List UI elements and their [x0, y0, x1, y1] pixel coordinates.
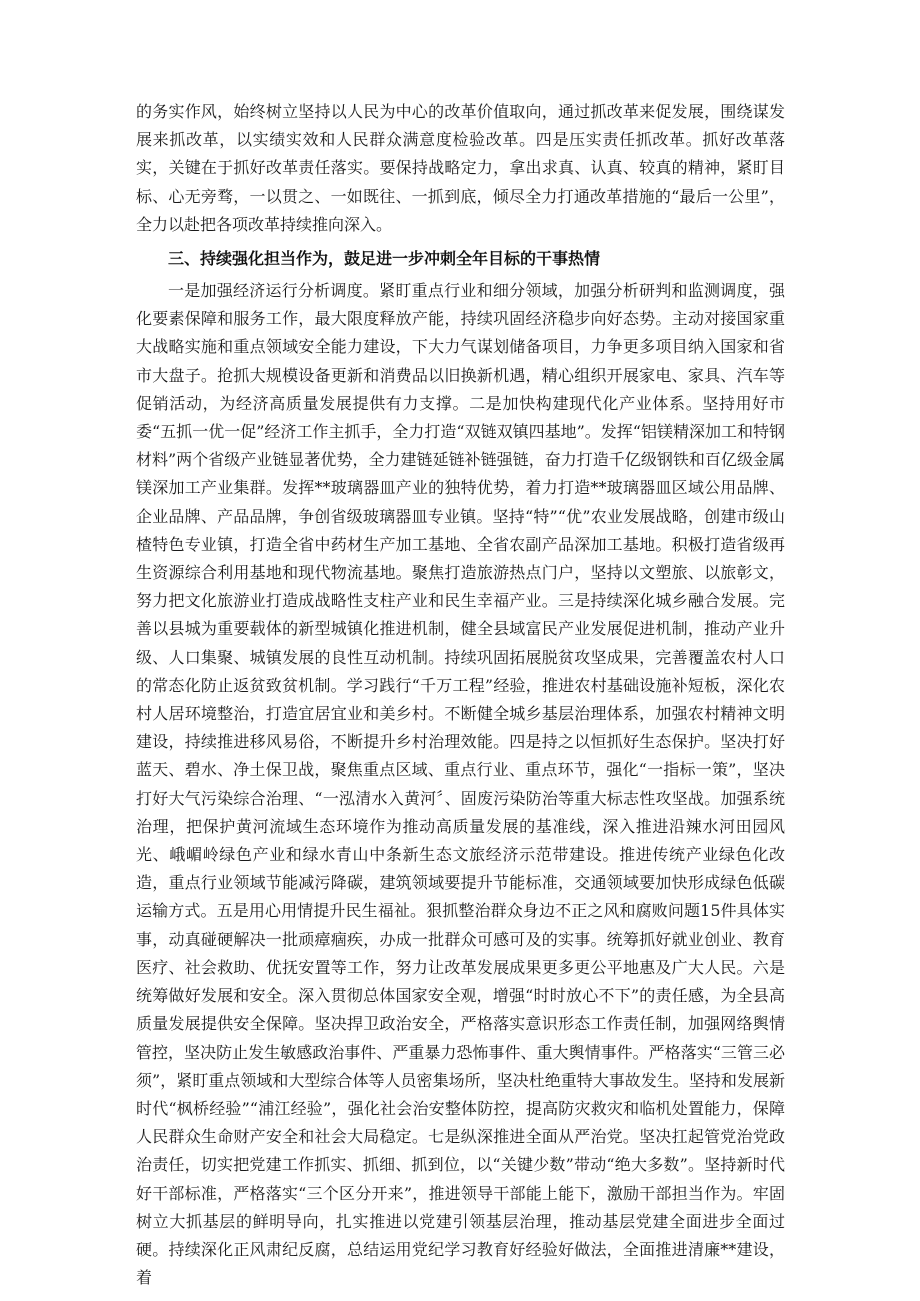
body-paragraph: 一是加强经济运行分析调度。紧盯重点行业和细分领域，加强分析研判和监测调度，强化要素保障和服务工作，最大限度释放产能，持续巩固经济稳步向好态势。主动对接国家重大战略实施和重点领域安全能力建设，下大力气谋划储备项目，力争更多项目纳入国家和省市大盘子。抢抓大规模设备更新和消费品以旧换新机遇，精心组织开展家电、家具、汽车等促销活动，为经济高质量发展提供有力支撑。二是加快构建现代化产业体系。坚持用好市委“五抓一优一促”经济工作主抓手，全力打造“双链双镇四基地”。发挥“铝镁精深加工和特钢材料”两个省级产业链显著优势，全力建链延链补链强链，奋力打造千亿级钢铁和百亿级金属镁深加工产业集群。发挥**玻璃器皿产业的独特优势，着力打造**玻璃器皿区域公用品牌、企业品牌、产品品牌，争创省级玻璃器皿专业镇。坚持“特”“优”农业发展战略，创建市级山楂特色专业镇，打造全省中药材生产加工基地、全省农副产品深加工基地。积极打造省级再生资源综合利用基地和现代物流基地。聚焦打造旅游热点门户，坚持以文塑旅、以旅彰文，努力把文化旅游业打造成战略性支柱产业和民生幸福产业。三是持续深化城乡融合发展。完善以县城为重要载体的新型城镇化推进机制，健全县域富民产业发展促进机制，推动产业升级、人口集聚、城镇发展的良性互动机制。持续巩固拓展脱贫攻坚成果，完善覆盖农村人口的常态化防止返贫致贫机制。学习践行“千万工程”经验，推进农村基础设施补短板，深化农村人居环境整治，打造宜居宜业和美乡村。不断健全城乡基层治理体系，加强农村精神文明建设，持续推进移风易俗，不断提升乡村治理效能。四是持之以恒抓好生态保护。坚决打好蓝天、碧水、净土保卫战，聚焦重点区域、重点行业、重点环节，强化“一指标一策”，坚决打好大气污染综合治理、“一泓清水入黄河〞、固废污染防治等重大标志性攻坚战。加强系统治理，把保护黄河流域生态环境作为推动高质量发展的基准线，深入推进沿辣水河田园风光、峨嵋岭绿色产业和绿水青山中条新生态文旅经济示范带建设。推进传统产业绿色化改造，重点行业领域节能减污降碳，建筑领域要提升节能标准，交通领域要加快形成绿色低碳运输方式。五是用心用情提升民生福祉。狠抓整治群众身边不正之风和腐败问题15件具体实事，动真碰硬解决一批顽瘴痼疾，办成一批群众可感可及的实事。统筹抓好就业创业、教育医疗、社会救助、优抚安置等工作，努力让改革发展成果更多更公平地惠及广大人民。六是统筹做好发展和安全。深入贯彻总体国家安全观，增强“时时放心不下”的责任感，为全县高质量发展提供安全保障。坚决捍卫政治安全，严格落实意识形态工作责任制，加强网络舆情管控，坚决防止发生敏感政治事件、严重暴力恐怖事件、重大舆情事件。严格落实“三管三必须”，紧盯重点领域和大型综合体等人员密集场所，坚决杜绝重特大事故发生。坚持和发展新时代“枫桥经验”“浦江经验”，强化社会治安整体防控，提高防灾救灾和临机处置能力，保障人民群众生命财产安全和社会大局稳定。七是纵深推进全面从严治党。坚决扛起管党治党政治责任，切实把党建工作抓实、抓细、抓到位，以“关键少数”带动“绝大多数”。坚持新时代好干部标准，严格落实“三个区分开来”，推进领导干部能上能下，激励干部担当作为。牢固树立大抓基层的鲜明导向，扎实推进以党建引领基层治理，推动基层党建全面进步全面过硬。持续深化正风肃纪反腐，总结运用党纪学习教育好经验好做法，全面推进清廉**建设，着: [136, 281, 785, 1288]
document-body: [136, 98, 785, 1292]
section-heading: 三、持续强化担当作为，鼓足进一步冲刺全年目标的干事热情: [168, 249, 601, 269]
continuation-paragraph: 的务实作风，始终树立坚持以人民为中心的改革价值取向，通过抓改革来促发展，围绕谋发展来抓改革，以实绩实效和人民群众满意度检验改革。四是压实责任抓改革。抓好改革落实，关键在于抓好改革责任落实。要保持战略定力，拿出求真、认真、较真的精神，紧盯目标、心无旁骛，一以贯之、一如既往、一抓到底，倾尽全力打通改革措施的“最后一公里”，全力以赴把各项改革持续推向深入。: [136, 102, 785, 234]
